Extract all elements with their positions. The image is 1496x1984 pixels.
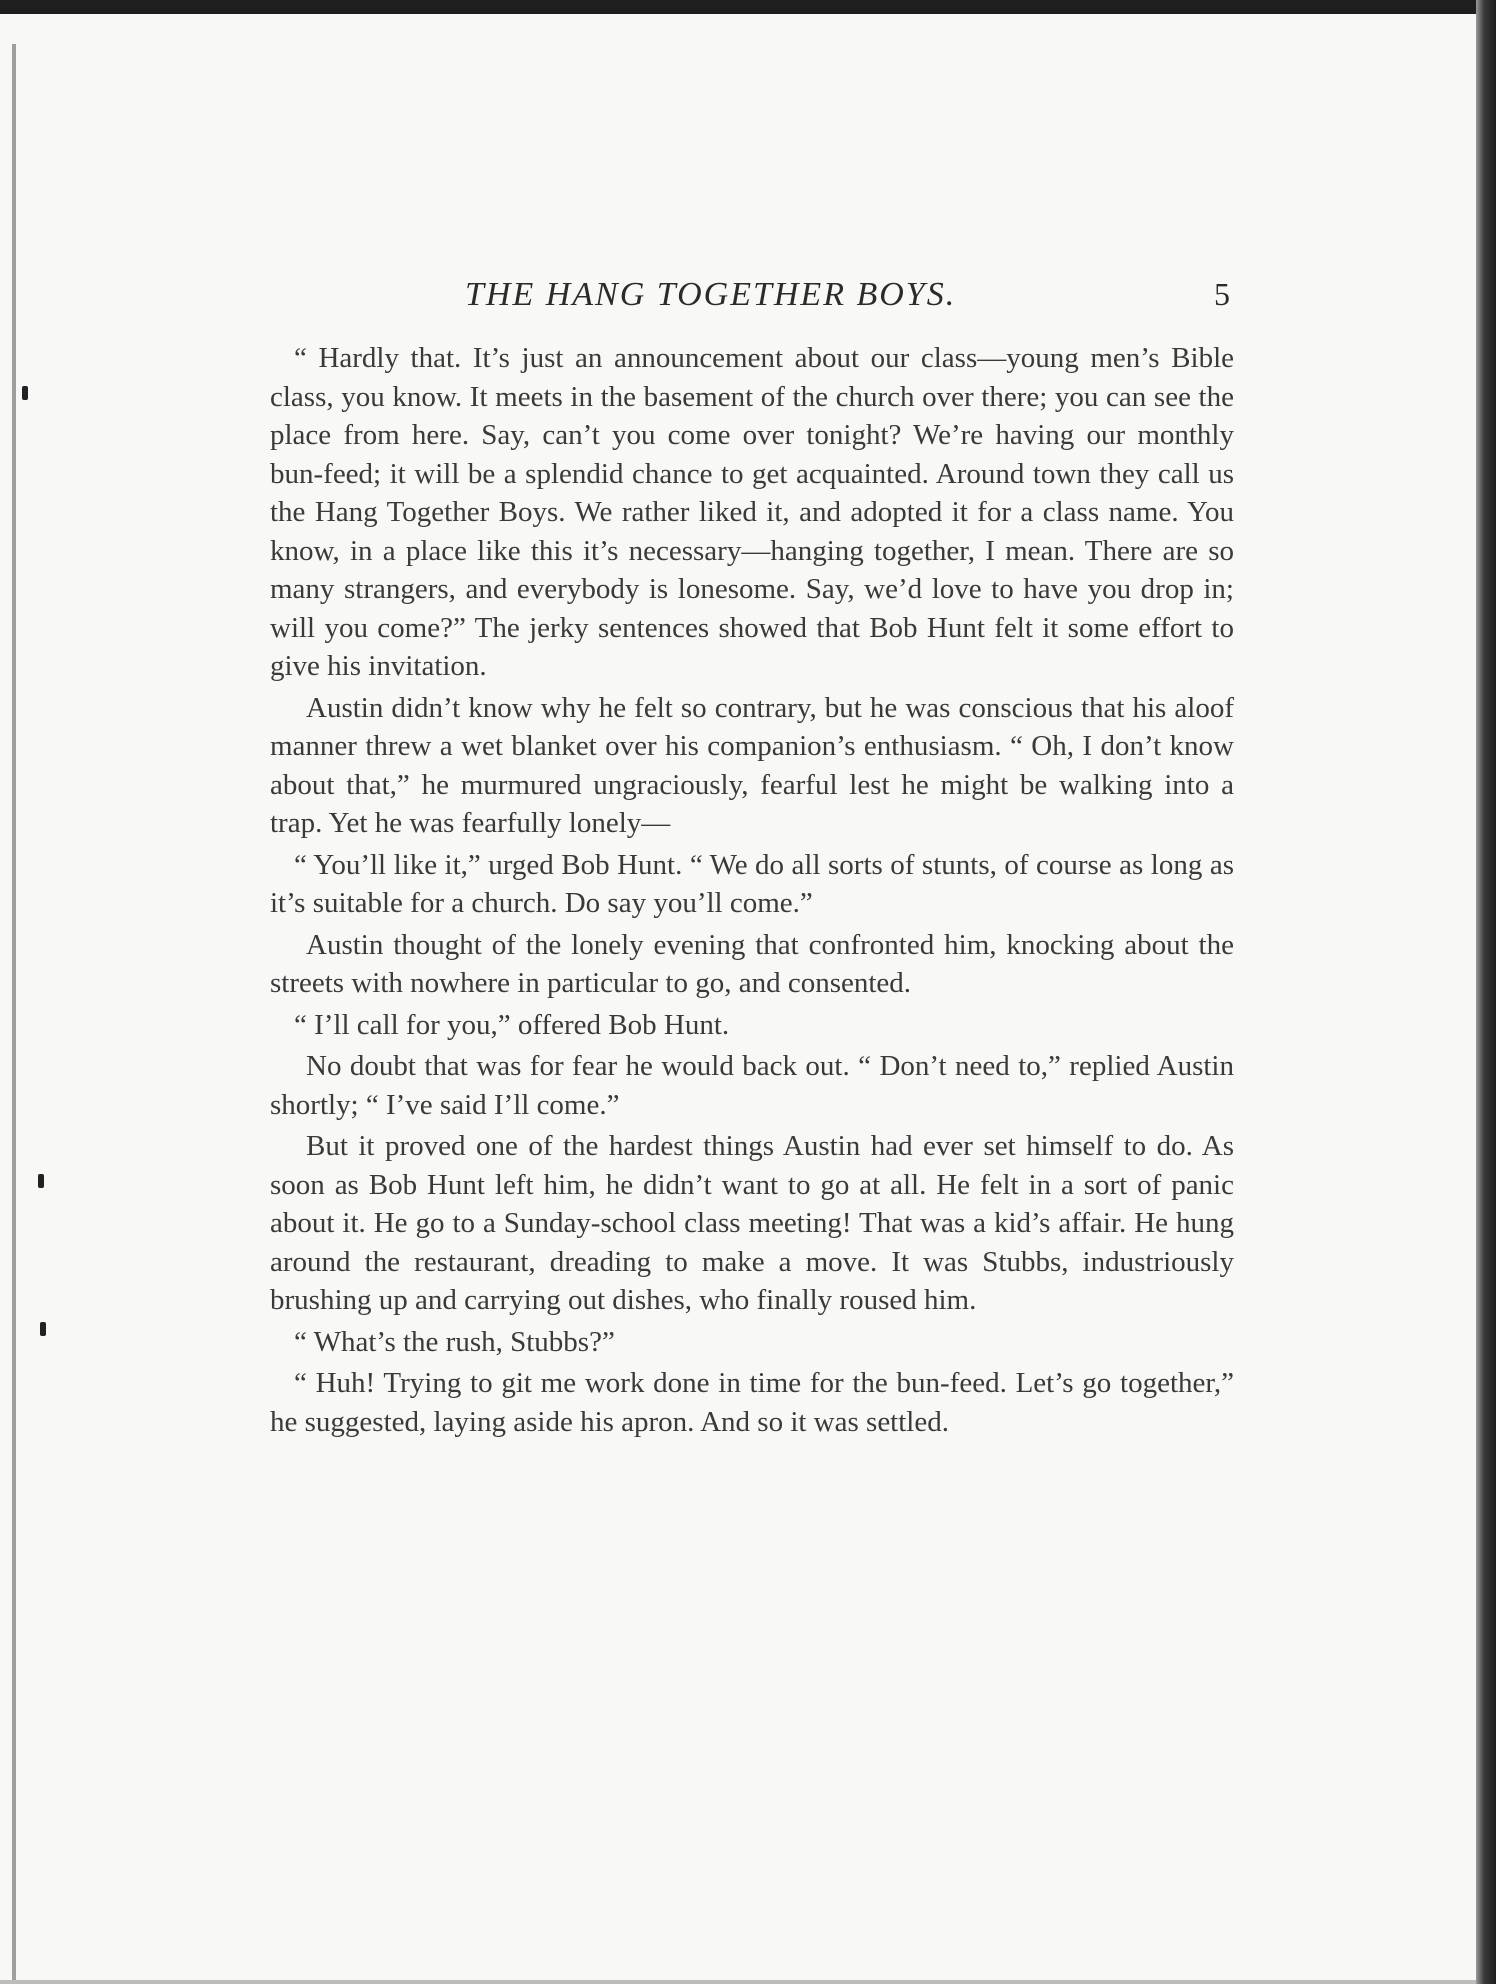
gutter-mark xyxy=(22,386,28,400)
paragraph: “ Hardly that. It’s just an announcement about our class—young men’s Bible class, you know. It meets in the basement of the church over there; you can see the place from here. Say, can’t you come over tonight? We’re having our monthly bun-feed; it will be a splendid chance to get acquainted. Around town they call us the Hang Together Boys. We rather liked it, and adopted it for a class name. You know, in a place like this it’s necessary—hanging together, I mean. There are so many strangers, and everybody is lonesome. Say, we’d love to have you drop in; will you come?” The jerky sentences showed that Bob Hunt felt it some effort to give his invitation. xyxy=(270,342,1234,682)
paragraph: “ You’ll like it,” urged Bob Hunt. “ We do all sorts of stunts, of course as long as it’s suitable for a church. Do say you’ll come.” xyxy=(270,848,1234,919)
gutter-mark xyxy=(40,1322,46,1336)
scan-border-right xyxy=(1476,0,1496,1984)
paragraph: “ I’ll call for you,” offered Bob Hunt. xyxy=(294,1008,730,1041)
running-head xyxy=(270,276,1230,324)
page-gutter xyxy=(12,44,16,1984)
body-text xyxy=(270,339,1234,1444)
book-page xyxy=(0,14,1476,1984)
gutter-mark xyxy=(38,1174,44,1188)
scan-border-top xyxy=(0,0,1496,14)
page-bottom-edge xyxy=(0,1980,1476,1984)
paragraph: But it proved one of the hardest things Austin had ever set himself to do. As soon as Bob Hunt left him, he didn’t want to go at all. He felt in a sort of panic about it. He go to a Sunday-school class meeting! That was a kid’s affair. He hung around the restaurant, dreading to make a move. It was Stubbs, industriously brushing up and carrying out dishes, who finally roused him. xyxy=(270,1130,1234,1316)
running-title: THE HANG TOGETHER BOYS. xyxy=(465,276,957,313)
paragraph: No doubt that was for fear he would back out. “ Don’t need to,” replied Austin shortly; “ I’ve said I’ll come.” xyxy=(270,1050,1234,1121)
paragraph: Austin thought of the lonely evening that confronted him, knocking about the streets with nowhere in particular to go, and consented. xyxy=(270,928,1234,999)
paragraph: “ Huh! Trying to git me work done in time for the bun-feed. Let’s go together,” he suggested, laying aside his apron. And so it was settled. xyxy=(270,1367,1234,1438)
paragraph: “ What’s the rush, Stubbs?” xyxy=(294,1325,615,1358)
page-number: 5 xyxy=(1214,276,1230,312)
paragraph: Austin didn’t know why he felt so contrary, but he was conscious that his aloof manner threw a wet blanket over his companion’s enthusiasm. “ Oh, I don’t know about that,” he murmured ungraciously, fearful lest he might be walking into a trap. Yet he was fearfully lonely— xyxy=(270,691,1234,839)
